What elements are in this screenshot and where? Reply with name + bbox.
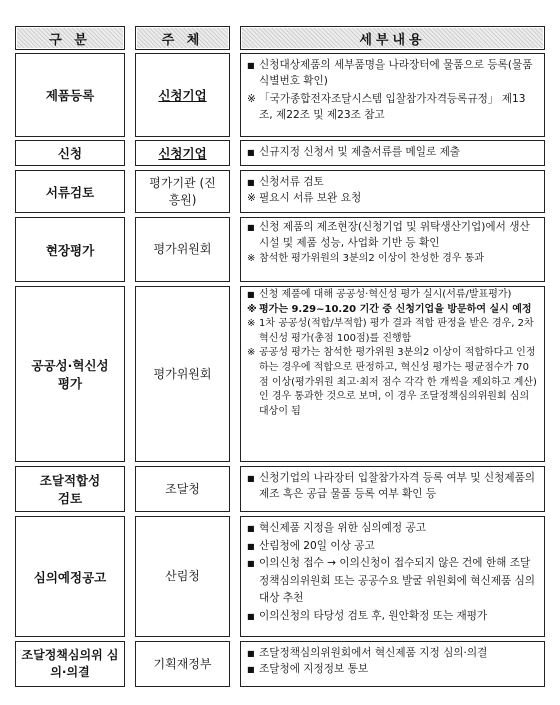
row-category: 조달정책심의위 심의·의결 (21, 648, 119, 679)
row-subject: 조달청 (165, 481, 200, 496)
detail-bullet: ■ 조달정책심의위원회에서 혁신제품 지정 심의·의결 (247, 646, 538, 662)
detail-bullet: ■ 신청 제품의 제조현장(신청기업 및 위탁생산기업)에서 생산시설 및 제품 성능, 사업화 기반 등 확인 (247, 220, 538, 251)
detail-note: ※ 1차 공공성(적합/부적합) 평가 결과 적합 판정을 받은 경우, 2차 혁신성 평가(총점 100점)를 진행함 (247, 318, 534, 344)
row-category: 현장평가 (45, 242, 95, 258)
row-subject: 신청기업 (158, 88, 207, 103)
row-details (241, 141, 544, 163)
detail-bullet: ■ 혁신제품 지정을 위한 심의예정 공고 (247, 520, 538, 538)
row-subject: 산림청 (165, 569, 200, 583)
row-category: 심의예정공고 (33, 569, 107, 585)
row-subject: 평가위원회 (153, 366, 212, 381)
header-category: 구 분 (15, 26, 125, 50)
row-details (241, 642, 544, 679)
detail-bullet: ■ 신청기업의 나라장터 입찰참가자격 등록 여부 및 신청제품의 제조 혹은 공급 물품 등록 여부 확인 등 (247, 471, 538, 502)
detail-note: ※ 필요시 서류 보완 요청 (247, 191, 362, 204)
detail-bullet: ■ 신규지정 신청서 및 제출서류를 메일로 제출 (247, 145, 538, 161)
row-subject: 평가위원회 (153, 242, 212, 256)
row-subject: 평가기관 (진흥원) (149, 175, 216, 207)
detail-note: ※ 공공성 평가는 참석한 평가위원 3분의2 이상이 적합하다고 인정하는 경우에 적합으로 판정하고, 혁신성 평가는 평균점수가 70점 이상(평가위원 최고·최저 점수 각각 한 개씩을 제외하고 계산)인 경우 통과한 것으로 보며, 이 경우 조달정책심의위원회 심의 대상이 됨 (247, 347, 537, 417)
row-details (241, 54, 544, 125)
detail-note: ※ 「국가종합전자조달시스템 입찰참가자격등록규정」 제13조, 제22조 및 제23조 참고 (247, 93, 526, 121)
row-category: 제품등록 (45, 88, 95, 103)
row-subject: 신청기업 (158, 146, 207, 161)
detail-note: ※ 참석한 평가위원의 3분의2 이상이 찬성한 경우 통과 (247, 253, 484, 264)
detail-bullet: ■ 신청서류 검토 (247, 175, 538, 191)
row-category: 서류검토 (45, 184, 95, 200)
detail-note-strong: ※ 평가는 9.29~10.20 기간 중 신청기업을 방문하여 실시 예정 (247, 303, 532, 315)
detail-bullet: ■ 이의신청의 타당성 검토 후, 원안확정 또는 재평가 (247, 608, 538, 626)
detail-bullet: ■ 조달청에 지정정보 통보 (247, 662, 538, 678)
detail-bullet: ■ 산림청에 20일 이상 공고 (247, 538, 538, 556)
row-details (241, 171, 544, 208)
row-details (241, 467, 544, 504)
header-details: 세부내용 (240, 26, 545, 50)
detail-bullet: ■ 신청대상제품의 세부품명을 나라장터에 물품으로 등록(물품식별번호 확인) (247, 58, 538, 89)
detail-bullet: ■ 신청 제품에 대해 공공성·혁신성 평가 실시(서류/발표평가) (247, 288, 538, 303)
row-details (241, 517, 544, 627)
row-details (241, 218, 544, 269)
row-subject: 기획재정부 (153, 656, 212, 671)
row-category: 신청 (57, 146, 83, 161)
header-subject: 주 체 (135, 26, 230, 50)
row-category: 공공성·혁신성 평가 (31, 358, 109, 391)
row-category: 조달적합성 검토 (39, 473, 101, 506)
detail-bullet: ■ 이의신청 접수 → 이의신청이 접수되지 않은 건에 한해 조달정책심의위원회 또는 공공수요 발굴 위원회에 혁신제품 심의 대상 추천 (247, 555, 538, 608)
row-details (241, 287, 544, 421)
